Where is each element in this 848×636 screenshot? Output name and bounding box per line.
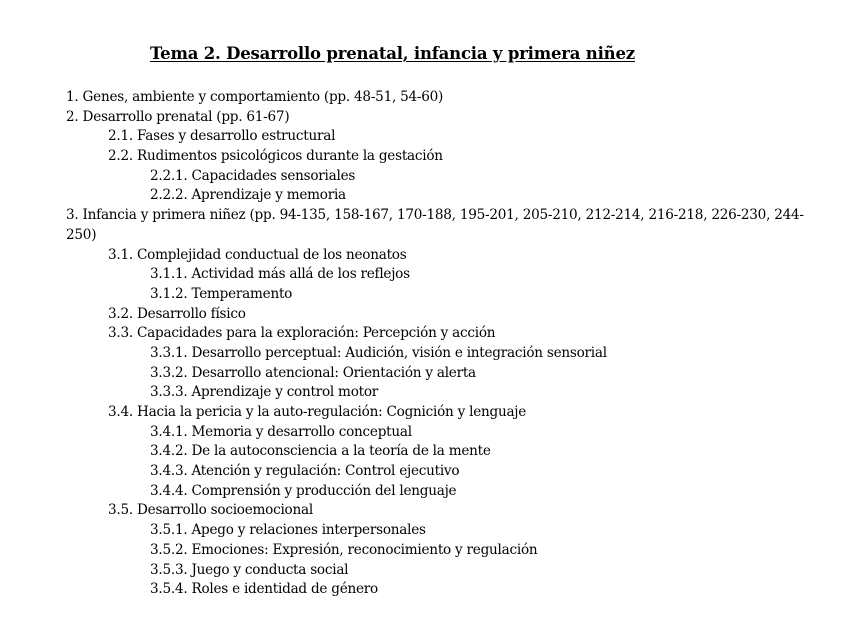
outline-item: 3.3.1. Desarrollo perceptual: Audición, visión e integración sensorial	[150, 344, 607, 361]
outline-item: 3.1.2. Temperamento	[150, 285, 293, 302]
outline-item: 3.3.3. Aprendizaje y control motor	[150, 384, 379, 401]
outline-item: 3.4.2. De la autoconsciencia a la teoría de la mente	[150, 443, 491, 460]
outline-item: 3.5.4. Roles e identidad de género	[150, 581, 378, 598]
outline-item: 3.2. Desarrollo físico	[108, 305, 246, 322]
outline-item: 3.4.1. Memoria y desarrollo conceptual	[150, 423, 412, 440]
outline-item: 2.2.1. Capacidades sensoriales	[150, 167, 356, 184]
outline-item: 3.5. Desarrollo socioemocional	[108, 502, 313, 519]
outline-item: 2.1. Fases y desarrollo estructural	[108, 128, 336, 145]
outline-item: 3.5.3. Juego y conducta social	[150, 561, 349, 578]
outline-item: 3.1.1. Actividad más allá de los reflejos	[150, 266, 410, 283]
outline-item: 2. Desarrollo prenatal (pp. 61-67)	[66, 108, 290, 125]
outline-item: 3.1. Complejidad conductual de los neonatos	[108, 246, 407, 263]
outline-item: 3.4.4. Comprensión y producción del lenguaje	[150, 482, 457, 499]
outline-item: 3.4.3. Atención y regulación: Control ejecutivo	[150, 463, 460, 480]
outline-item: 3.3.2. Desarrollo atencional: Orientación y alerta	[150, 364, 476, 381]
outline-item: 1. Genes, ambiente y comportamiento (pp. 48-51, 54-60)	[66, 89, 444, 105]
outline-item: 3. Infancia y primera niñez (pp. 94-135, 158-167, 170-188, 195-201, 205-210, 212-214, 216-218, 226-230, 244-250)	[66, 207, 804, 243]
outline-item: 2.2. Rudimentos psicológicos durante la gestación	[108, 148, 443, 165]
outline-item: 2.2.2. Aprendizaje y memoria	[150, 187, 346, 204]
outline-item: 3.5.1. Apego y relaciones interpersonales	[150, 522, 426, 539]
page-title: Tema 2. Desarrollo prenatal, infancia y primera niñez	[150, 44, 635, 63]
outline-item: 3.3. Capacidades para la exploración: Percepción y acción	[108, 325, 496, 342]
outline-item: 3.4. Hacia la pericia y la auto-regulación: Cognición y lenguaje	[108, 404, 527, 421]
outline-item: 3.5.2. Emociones: Expresión, reconocimiento y regulación	[150, 541, 538, 558]
topic-outline	[66, 88, 826, 600]
